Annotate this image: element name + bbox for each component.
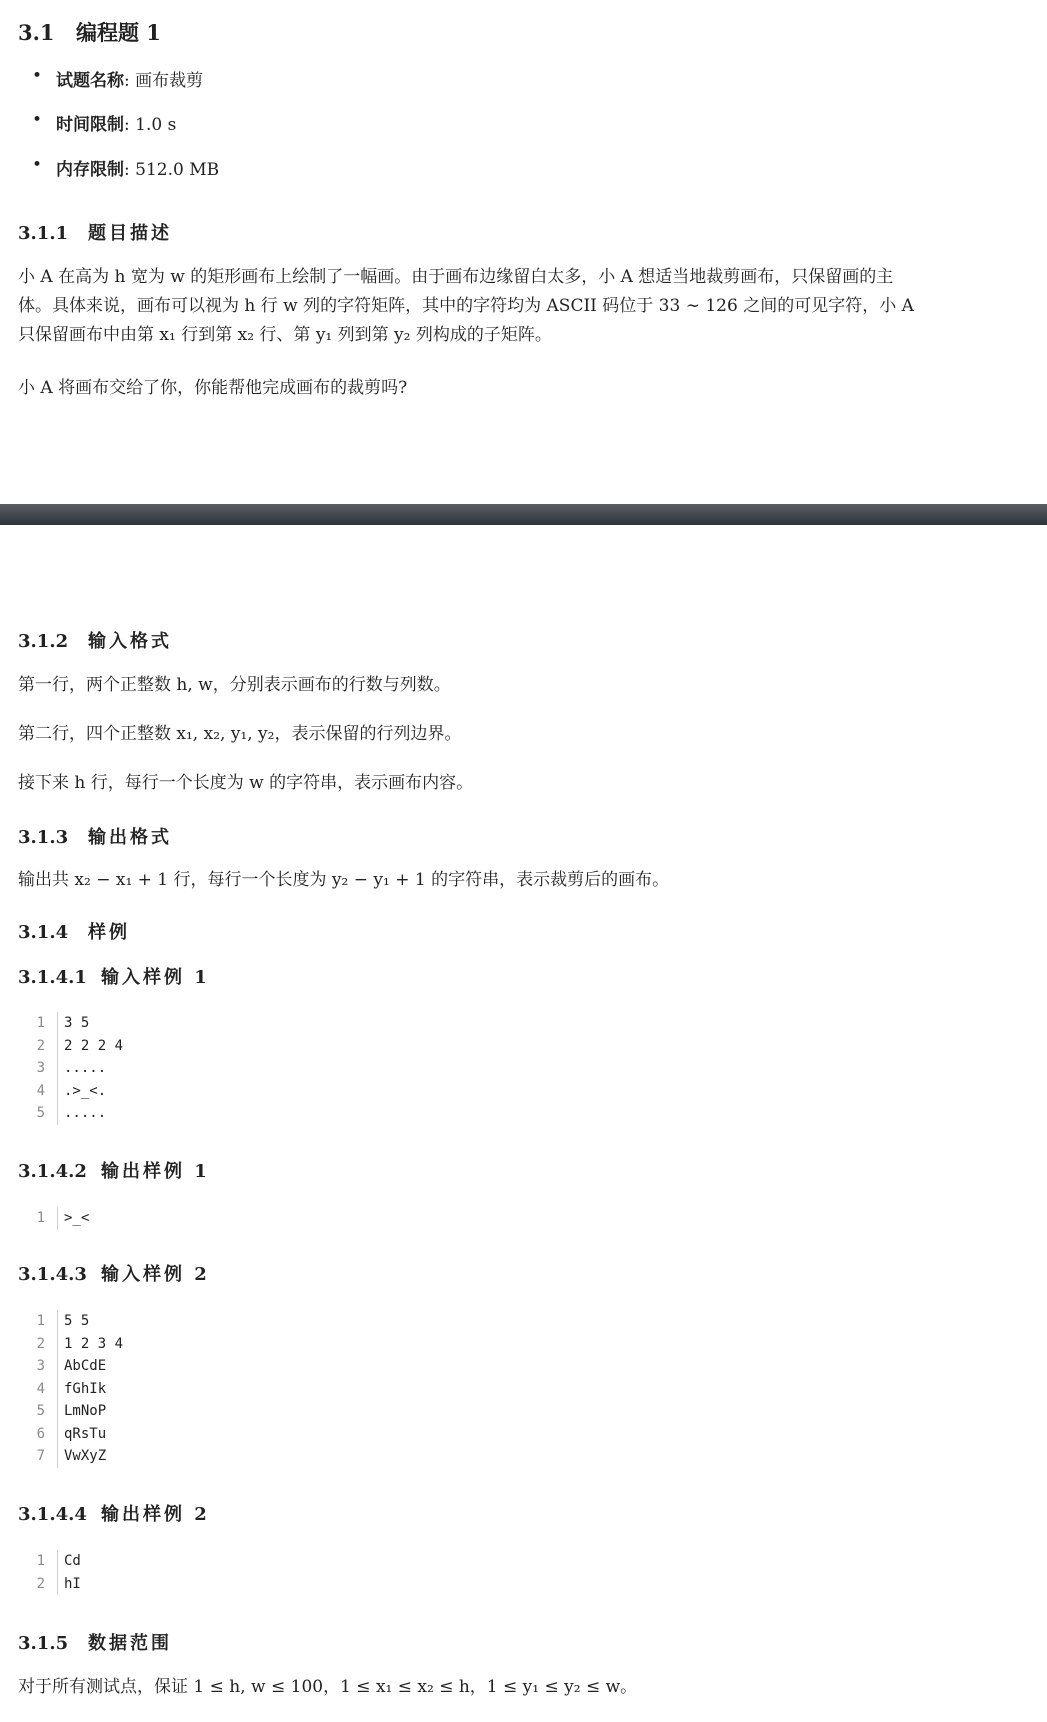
description-paragraph: [18, 263, 914, 350]
code-block-output-1: [30, 1207, 89, 1230]
subsection-heading-description: 3.1.1 题目描述: [18, 223, 172, 244]
code-line: 1 Cd: [30, 1550, 81, 1573]
description-last-paragraph: 小 A 将画布交给了你，你能帮他完成画布的裁剪吗?: [18, 378, 408, 398]
code-line: 3 AbCdE: [30, 1355, 123, 1378]
code-line: 1 3 5: [30, 1012, 123, 1035]
sample-heading-input-1: 3.1.4.1 输入样例 1: [18, 967, 210, 988]
code-line: 2 1 2 3 4: [30, 1333, 123, 1356]
input-format-line-3: 接下来 h 行，每行一个长度为 w 的字符串，表示画布内容。: [18, 773, 474, 793]
code-block-output-2: [30, 1550, 81, 1595]
description-line: 只保留画布中由第 x₁ 行到第 x₂ 行、第 y₁ 列到第 y₂ 列构成的子矩阵。: [18, 325, 552, 345]
code-line: 5 .....: [30, 1102, 123, 1125]
subsection-heading-data-range: 3.1.5 数据范围: [18, 1633, 172, 1654]
code-line: 7 VwXyZ: [30, 1445, 123, 1468]
code-line: 3 .....: [30, 1057, 123, 1080]
sample-heading-output-2: 3.1.4.4 输出样例 2: [18, 1504, 210, 1525]
section-heading-3-1: 3.1 编程题 1: [18, 20, 161, 45]
sample-heading-output-1: 3.1.4.2 输出样例 1: [18, 1161, 210, 1182]
code-block-input-2: [30, 1310, 123, 1468]
description-line: 小 A 在高为 h 宽为 w 的矩形画布上绘制了一幅画。由于画布边缘留白太多，小 A 想适当地裁剪画布，只保留画的主: [18, 267, 894, 287]
info-item-name: • 试题名称: 画布裁剪: [34, 66, 203, 91]
page-separator: [0, 504, 1047, 525]
code-line: 2 2 2 2 4: [30, 1035, 123, 1058]
code-line: 4 fGhIk: [30, 1378, 123, 1401]
data-range-line: 对于所有测试点，保证 1 ≤ h, w ≤ 100，1 ≤ x₁ ≤ x₂ ≤ h，1 ≤ y₁ ≤ y₂ ≤ w。: [18, 1677, 638, 1697]
output-format-line: 输出共 x₂ − x₁ + 1 行，每行一个长度为 y₂ − y₁ + 1 的字符串，表示裁剪后的画布。: [18, 870, 670, 890]
subsection-heading-samples: 3.1.4 样例: [18, 922, 130, 943]
info-item-time: • 时间限制: 1.0 s: [34, 110, 176, 135]
code-line: 4 .>_<.: [30, 1080, 123, 1103]
code-line: 6 qRsTu: [30, 1423, 123, 1446]
page-1: [0, 0, 1047, 504]
code-line: 1 5 5: [30, 1310, 123, 1333]
code-block-input-1: [30, 1012, 123, 1125]
code-line: 1 >_<: [30, 1207, 89, 1230]
description-line: 体。具体来说，画布可以视为 h 行 w 列的字符矩阵，其中的字符均为 ASCII 码位于 33 ∼ 126 之间的可见字符，小 A: [18, 296, 914, 316]
code-line: 5 LmNoP: [30, 1400, 123, 1423]
page-2: [0, 525, 1047, 1722]
sample-heading-input-2: 3.1.4.3 输入样例 2: [18, 1264, 210, 1285]
info-item-memory: • 内存限制: 512.0 MB: [34, 155, 219, 180]
subsection-heading-output-format: 3.1.3 输出格式: [18, 827, 172, 848]
subsection-heading-input-format: 3.1.2 输入格式: [18, 631, 172, 652]
input-format-line-2: 第二行，四个正整数 x₁, x₂, y₁, y₂，表示保留的行列边界。: [18, 724, 462, 744]
code-line: 2 hI: [30, 1573, 81, 1596]
input-format-line-1: 第一行，两个正整数 h, w，分别表示画布的行数与列数。: [18, 675, 451, 695]
